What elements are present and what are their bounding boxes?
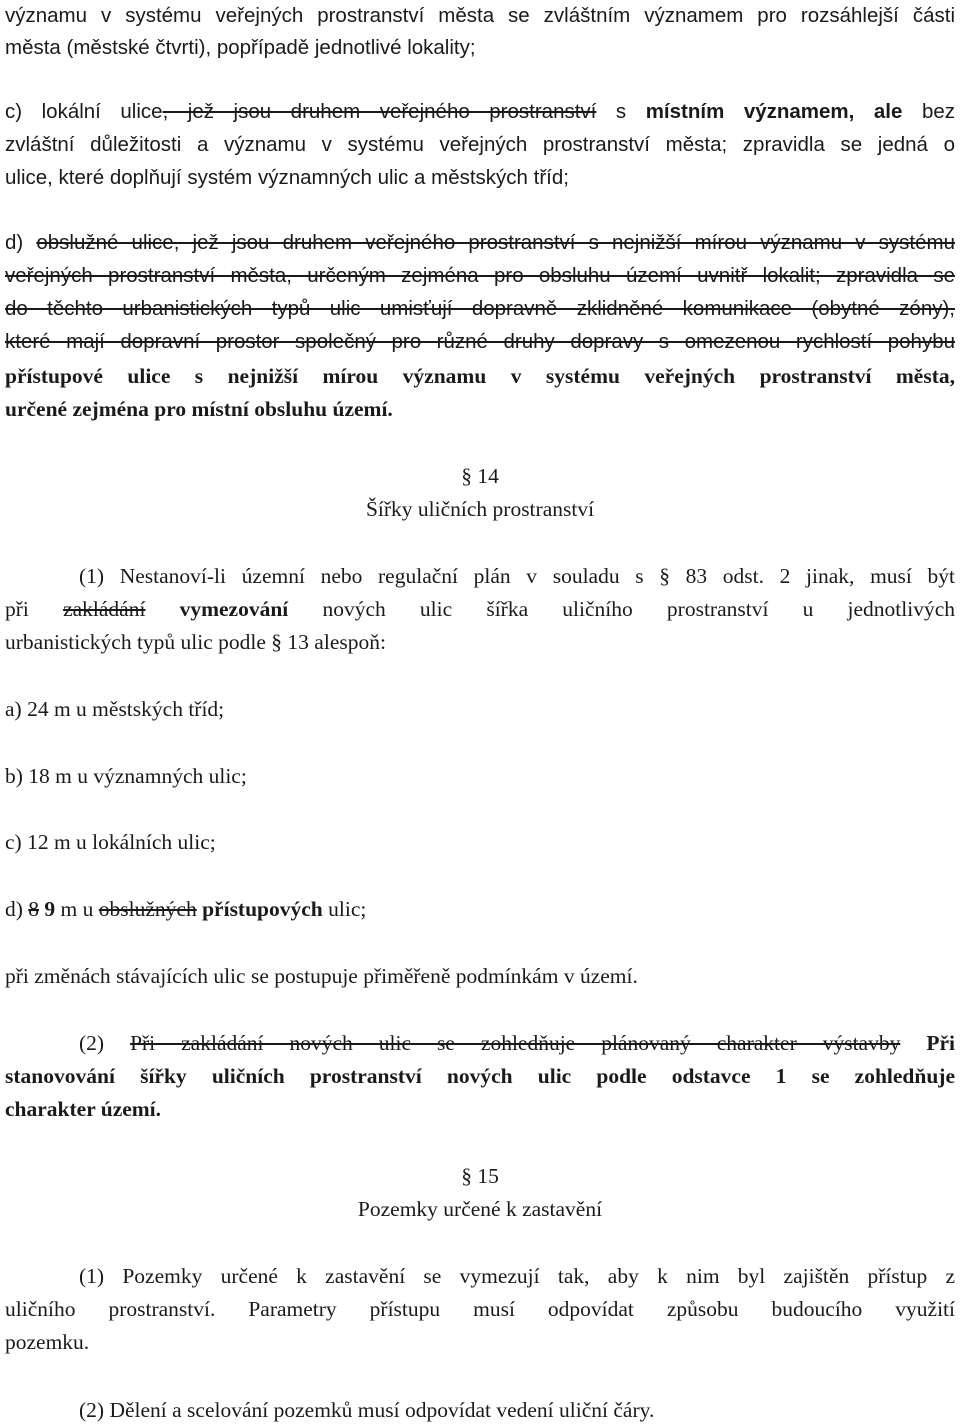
list-item: b) 18 m u významných ulic; <box>5 764 247 788</box>
deleted-text: obslužných <box>98 897 197 921</box>
section-title: Šířky uličních prostranství <box>365 497 595 521</box>
section-number: § 15 <box>461 1164 499 1188</box>
deleted-text-line: do těchto urbanistických typů ulic umisťují dopravně zklidněné komunikace (obytné zóny), <box>5 297 955 320</box>
inserted-text: 9 <box>39 897 56 921</box>
inserted-text: místním významem, ale <box>645 100 903 123</box>
paragraph-line: při změnách stávajících ulic se postupuje přiměřeně podmínkám v území. <box>5 964 638 988</box>
item-c-line: c) lokální ulice, jež jsou druhem veřejného prostranství s místním významem, ale bez <box>5 100 955 123</box>
deleted-text-line: které mají dopravní prostor společný pro různé druhy dopravy s omezenou rychlostí pohybu <box>5 330 955 353</box>
paragraph-line: (1) Nestanoví-li územní nebo regulační plán v souladu s § 83 odst. 2 jinak, musí být <box>79 564 955 588</box>
paragraph-line: uličního prostranství. Parametry přístupu musí odpovídat způsobu budoucího využití <box>5 1297 955 1321</box>
inserted-text: přístupových <box>196 897 323 921</box>
list-item: a) 24 m u městských tříd; <box>5 697 225 721</box>
inserted-text-line: přístupové ulice s nejnižší mírou významu v systému veřejných prostranství města, <box>5 364 955 388</box>
list-item: c) 12 m u lokálních ulic; <box>5 830 216 854</box>
deleted-text-line: veřejných prostranství města, určeným zejména pro obsluhu území uvnitř lokalit; zpravidla se <box>5 264 955 287</box>
deleted-text: zakládání <box>63 597 146 621</box>
text-line: ulice, které doplňují systém významných ulic a městských tříd; <box>5 166 569 189</box>
inserted-text: vymezování <box>179 597 289 621</box>
deleted-text: Při zakládání nových ulic se zohledňuje plánovaný charakter výstavby <box>130 1031 901 1055</box>
inserted-text-line: stanovování šířky uličních prostranství nových ulic podle odstavce 1 se zohledňuje <box>5 1064 955 1088</box>
deleted-text: obslužné ulice, jež jsou druhem veřejného prostranství s nejnižší mírou významu v systému <box>36 231 955 254</box>
paragraph-line: (2) Při zakládání nových ulic se zohledňuje plánovaný charakter výstavby Při <box>79 1031 955 1055</box>
item-d-line: d) obslužné ulice, jež jsou druhem veřejného prostranství s nejnižší mírou významu v systému <box>5 231 955 254</box>
section-title: Pozemky určené k zastavění <box>357 1197 603 1221</box>
inserted-text-line: charakter území. <box>5 1097 162 1121</box>
text-line: města (městské čtvrti), popřípadě jednotlivé lokality; <box>5 36 476 59</box>
paragraph-line: urbanistických typů ulic podle § 13 alespoň: <box>5 630 386 654</box>
section-number: § 14 <box>461 464 499 488</box>
paragraph-line: (2) Dělení a scelování pozemků musí odpovídat vedení uliční čáry. <box>79 1398 655 1422</box>
paragraph-line: pozemku. <box>5 1330 90 1354</box>
inserted-text-line: určené zejména pro místní obsluhu území. <box>5 397 393 421</box>
text-line: zvláštní důležitosti a významu v systému veřejných prostranství města; zpravidla se jedná o <box>5 133 955 156</box>
paragraph-line: (1) Pozemky určené k zastavění se vymezují tak, aby k nim byl zajištěn přístup z <box>79 1264 955 1288</box>
paragraph-line: při zakládání vymezování nových ulic šířka uličního prostranství u jednotlivých <box>5 597 956 621</box>
text-line: významu v systému veřejných prostranství města se zvláštním významem pro rozsáhlejší části <box>5 4 955 27</box>
list-item: d) 8 9 m u obslužných přístupových ulic; <box>5 897 367 921</box>
deleted-text: 8 <box>28 897 40 921</box>
inserted-text: Při <box>900 1031 955 1055</box>
deleted-text: , jež jsou druhem veřejného prostranství <box>162 100 597 123</box>
